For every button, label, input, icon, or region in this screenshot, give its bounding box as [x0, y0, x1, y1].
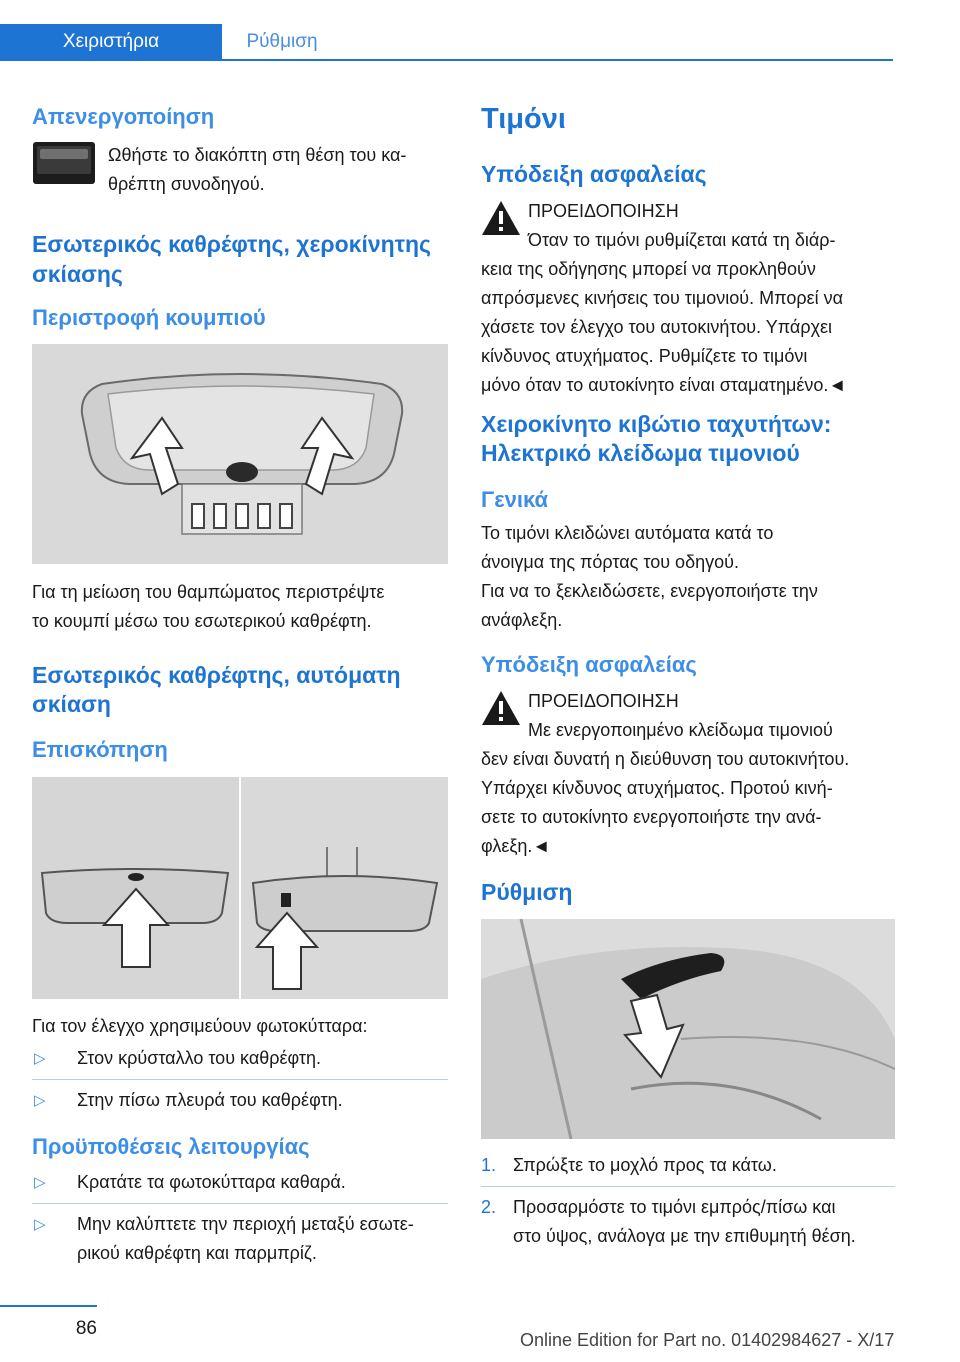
safety1-line6: μόνο όταν το αυτοκίνητο είναι σταματημένο.◄: [481, 375, 847, 395]
photocell-figure-front: [32, 777, 239, 999]
auto-mirror-heading-line2: σκίαση: [32, 691, 111, 717]
safety2-line2: δεν είναι δυνατή η διεύθυνση του αυτοκινήτου.: [481, 749, 850, 769]
auto-mirror-heading-line1: Εσωτερικός καθρέφτης, αυτόματη: [32, 662, 401, 688]
adjustment-steps: [481, 1151, 895, 1251]
safety-heading-2: Υπόδειξη ασφαλείας: [481, 652, 697, 677]
general-line1: Το τιμόνι κλειδώνει αυτόματα κατά το: [481, 523, 774, 543]
photocell-figure-back: [241, 777, 448, 999]
list-item: 1. Σπρώξτε το μοχλό προς τα κάτω.: [481, 1155, 777, 1175]
steering-lever-figure: [481, 919, 895, 1139]
list-item: ▷ Μην καλύπτετε την περιοχή μεταξύ εσωτε- ρικού καθρέφτη και παρμπρίζ.: [32, 1203, 448, 1268]
mirror-switch-image: [32, 141, 96, 185]
photocell-list: [32, 1044, 448, 1115]
steering-wheel-title: Τιμόνι: [481, 103, 566, 135]
manual-mirror-heading-line1: Εσωτερικός καθρέφτης, χεροκίνητης: [32, 231, 431, 257]
safety1-line1: Όταν το τιμόνι ρυθμίζεται κατά τη διάρ-: [528, 230, 836, 250]
edition-footer: Online Edition for Part no. 01402984627 - X/17: [520, 1330, 895, 1350]
header-tabs: [0, 0, 893, 60]
warning-label-2: ΠΡΟΕΙΔΟΠΟΙΗΣΗ: [528, 691, 679, 711]
deactivation-heading: Απενεργοποίηση: [32, 104, 215, 129]
list-item: ▷ Κρατάτε τα φωτοκύτταρα καθαρά.: [32, 1168, 448, 1197]
manual-mirror-heading-line2: σκίασης: [32, 261, 123, 287]
knob-rotation-heading: Περιστροφή κουμπιού: [32, 305, 266, 330]
unlock-line1: Για να το ξεκλειδώσετε, ενεργοποιήστε την: [481, 581, 818, 601]
photocell-caption: Για τον έλεγχο χρησιμεύουν φωτοκύτταρα:: [32, 1016, 368, 1036]
requirements-heading: Προϋποθέσεις λειτουργίας: [32, 1134, 310, 1159]
overview-heading: Επισκόπηση: [32, 737, 168, 762]
mirror-knob-figure: [32, 344, 448, 564]
general-heading: Γενικά: [481, 487, 549, 512]
manual-caption-line2: το κουμπί μέσω του εσωτερικού καθρέφτη.: [32, 611, 372, 631]
safety1-line5: κίνδυνος ατυχήματος. Ρυθμίζετε το τιμόνι: [481, 346, 808, 366]
triangle-bullet-icon: ▷: [34, 1092, 46, 1109]
header-rule: [0, 59, 893, 61]
warning-triangle-icon: [481, 690, 521, 726]
safety1-line2: κεια της οδήγησης μπορεί να προκληθούν: [481, 259, 816, 279]
page-number: 86: [75, 1318, 97, 1339]
triangle-bullet-icon: ▷: [34, 1174, 46, 1191]
triangle-bullet-icon: ▷: [34, 1216, 46, 1233]
warning-label-1: ΠΡΟΕΙΔΟΠΟΙΗΣΗ: [528, 201, 679, 221]
list-item: ▷ Στον κρύσταλλο του καθρέφτη.: [32, 1044, 448, 1073]
safety2-line3: Υπάρχει κίνδυνος ατυχήματος. Προτού κινή-: [481, 778, 833, 798]
warning-triangle-icon: [481, 200, 521, 236]
tab-adjustment[interactable]: Ρύθμιση: [246, 31, 318, 52]
safety2-line1: Με ενεργοποιημένο κλείδωμα τιμονιού: [528, 720, 833, 740]
deactivation-line2: θρέπτη συνοδηγού.: [108, 174, 265, 194]
unlock-line2: ανάφλεξη.: [481, 610, 563, 630]
requirements-list: [32, 1168, 448, 1268]
triangle-bullet-icon: ▷: [34, 1050, 46, 1067]
tab-controls[interactable]: Χειριστήρια: [0, 24, 222, 60]
list-item: 2. Προσαρμόστε το τιμόνι εμπρός/πίσω και στο ύψος, ανάλογα με την επιθυμητή θέση.: [481, 1186, 895, 1251]
list-item: ▷ Στην πίσω πλευρά του καθρέφτη.: [32, 1079, 448, 1115]
safety2-line5: φλεξη.◄: [481, 836, 551, 856]
safety1-line3: απρόσμενες κινήσεις του τιμονιού. Μπορεί να: [481, 288, 843, 308]
lock-heading-line2: Ηλεκτρικό κλείδωμα τιμονιού: [481, 440, 800, 466]
general-line2: άνοιγμα της πόρτας του οδηγού.: [481, 552, 739, 572]
lock-heading-line1: Χειροκίνητο κιβώτιο ταχυτήτων:: [481, 411, 832, 437]
deactivation-line1: Ωθήστε το διακόπτη στη θέση του κα-: [108, 145, 407, 165]
adjustment-heading: Ρύθμιση: [481, 879, 573, 905]
footer-rule: [0, 1305, 97, 1307]
safety1-line4: χάσετε τον έλεγχο του αυτοκινήτου. Υπάρχει: [481, 317, 833, 337]
safety-heading-1: Υπόδειξη ασφαλείας: [481, 161, 707, 187]
manual-caption-line1: Για τη μείωση του θαμπώματος περιστρέψτε: [32, 582, 385, 602]
safety2-line4: σετε το αυτοκίνητο ενεργοποιήστε την ανά-: [481, 807, 822, 827]
